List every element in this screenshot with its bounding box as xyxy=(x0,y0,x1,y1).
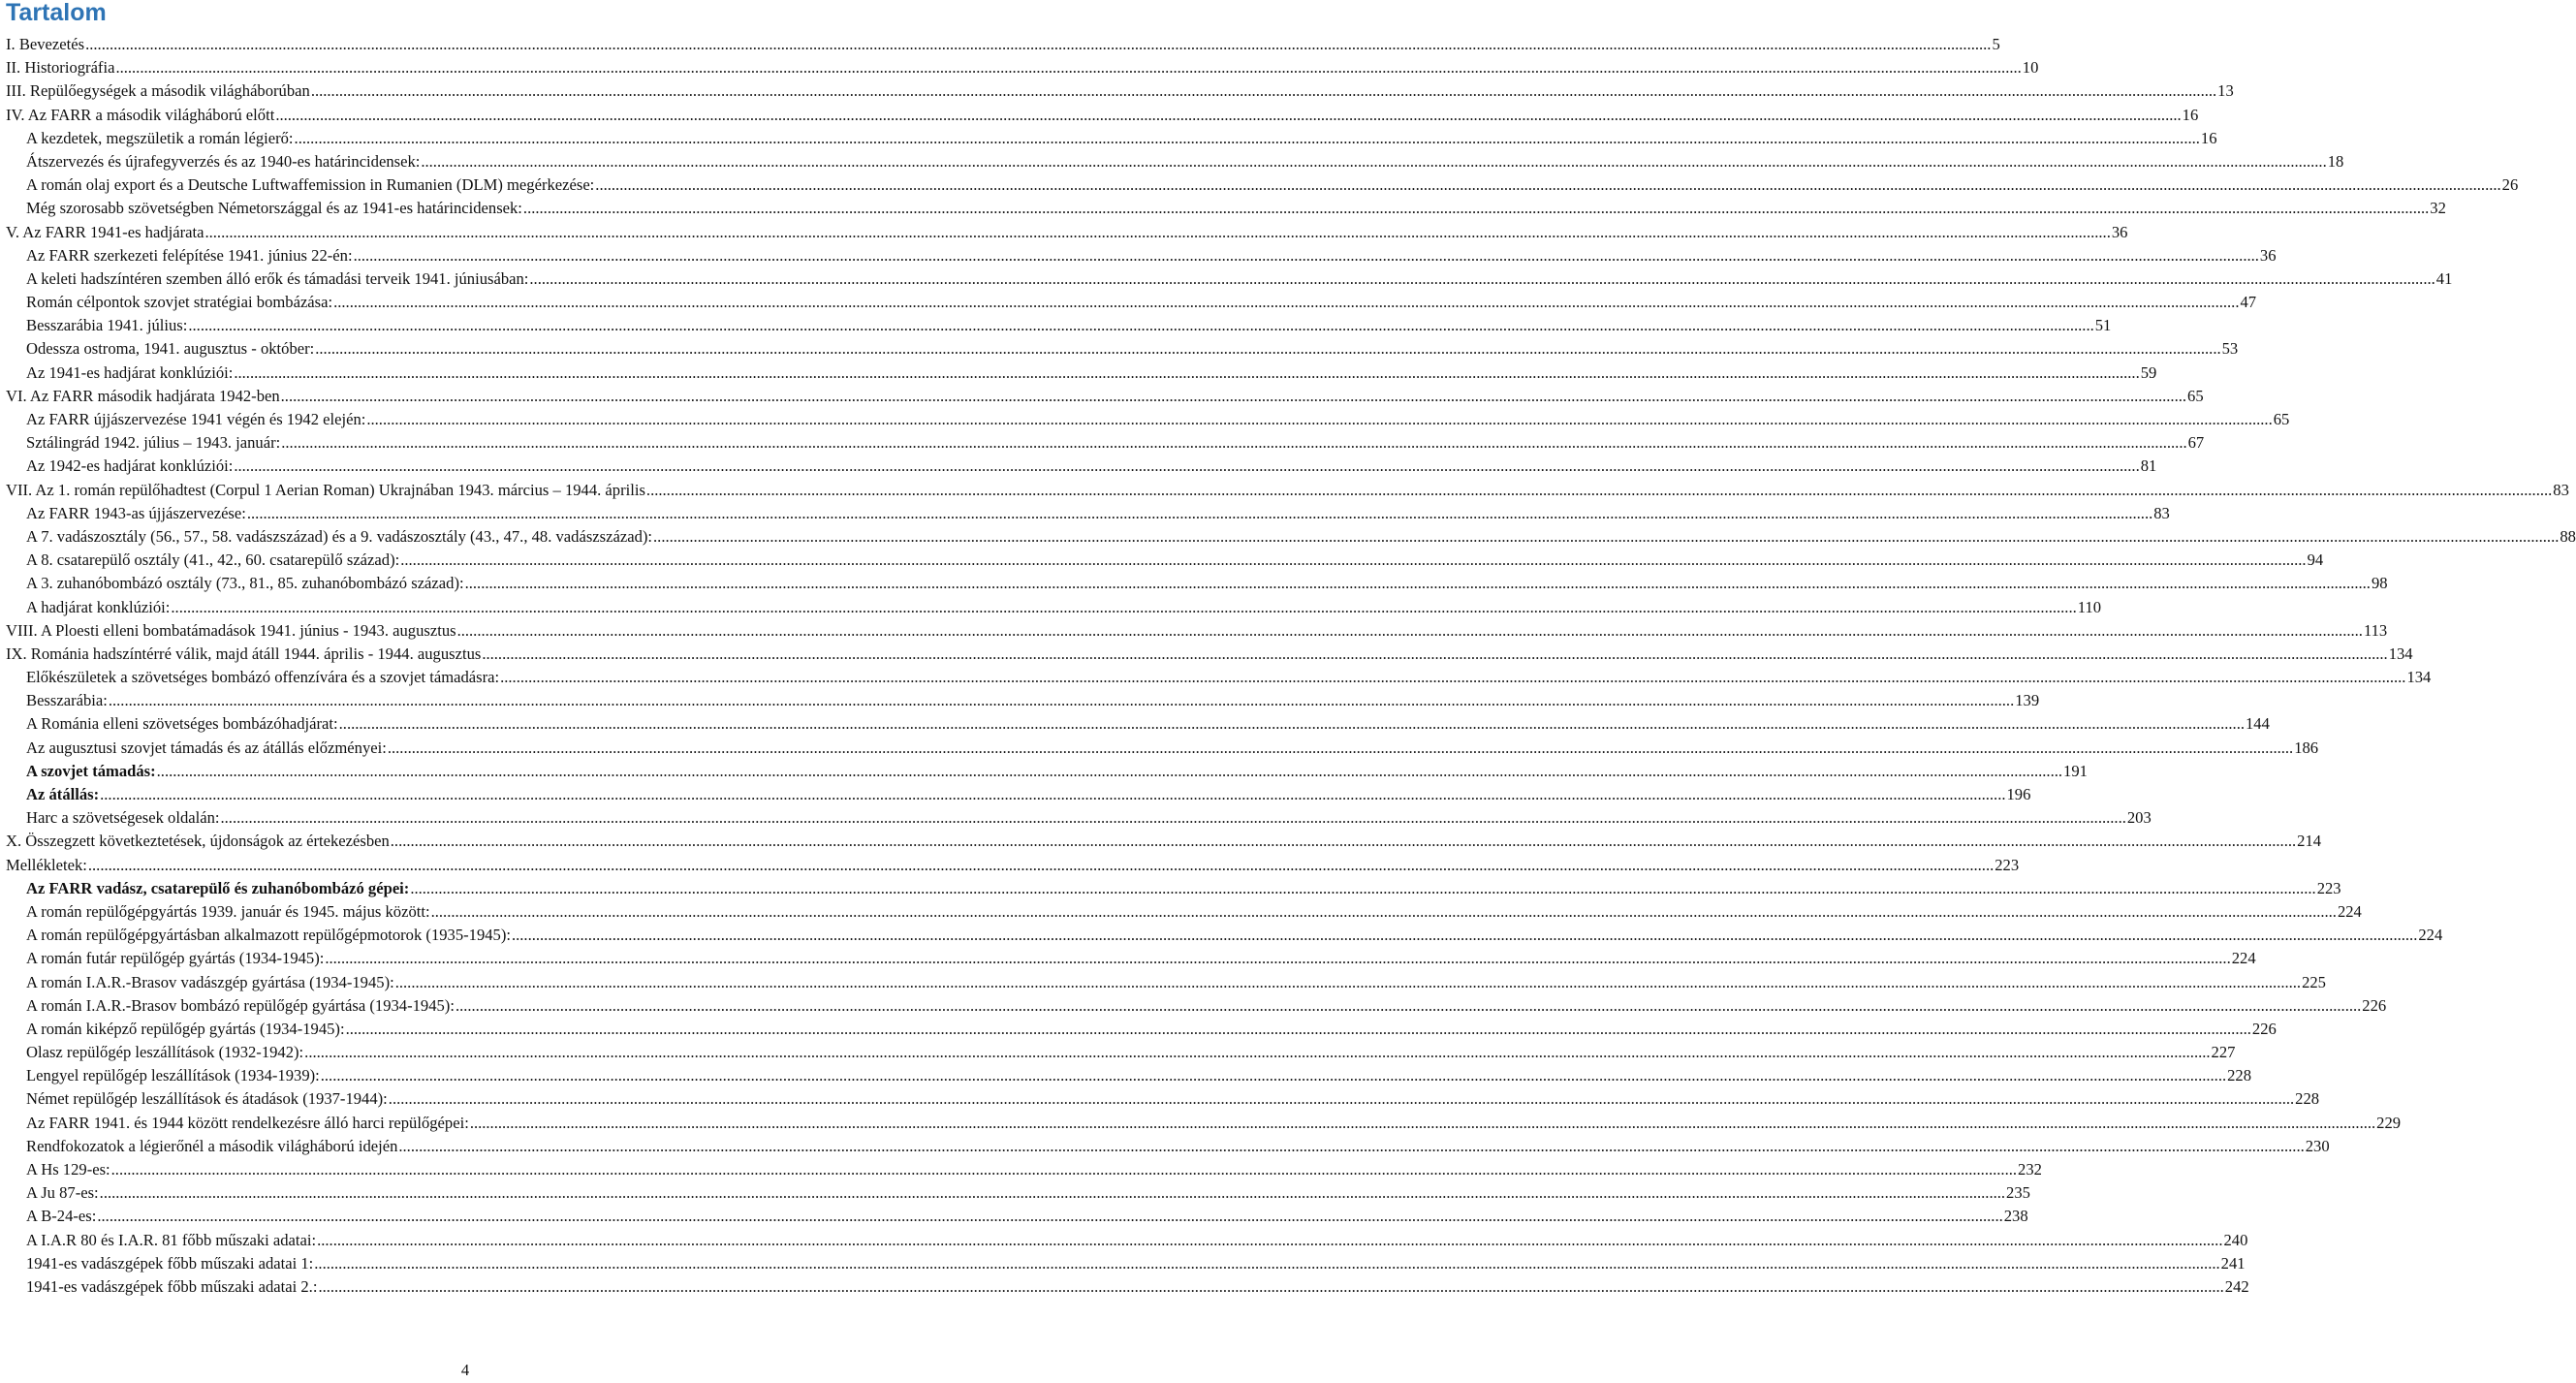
dot-leader xyxy=(85,33,1991,56)
toc-entry-label: Az FARR vadász, csatarepülő és zuhanóbombázó gépei: xyxy=(26,878,410,897)
toc-entry-label: III. Repülőegységek a második világháborúban xyxy=(6,81,310,101)
toc-entry-label: A 8. csatarepülő osztály (41., 42., 60. csatarepülő század): xyxy=(26,550,400,570)
dot-leader xyxy=(421,150,2326,173)
toc-entry[interactable] xyxy=(0,760,2088,783)
toc-entry-page-number: 229 xyxy=(2376,1113,2402,1132)
toc-entry-page-number: 13 xyxy=(2217,81,2234,101)
dot-leader xyxy=(457,619,2363,643)
toc-entry-page-number: 65 xyxy=(2273,410,2290,428)
toc-entry[interactable] xyxy=(0,173,2519,197)
toc-entry-page-number: 110 xyxy=(2077,597,2102,616)
toc-entry-page-number: 26 xyxy=(2501,175,2519,195)
toc-entry-label: VIII. A Ploesti elleni bombatámadások 1941. június - 1943. augusztus xyxy=(6,620,456,640)
toc-entry-label: A kezdetek, megszületik a román légierő: xyxy=(26,128,294,147)
toc-entry[interactable] xyxy=(0,900,2362,924)
dot-leader xyxy=(523,197,2429,220)
toc-entry[interactable] xyxy=(0,431,2205,455)
dot-leader xyxy=(221,806,2126,830)
toc-entry-page-number: 228 xyxy=(2295,1089,2320,1109)
dot-leader xyxy=(529,267,2435,291)
toc-entry-label: Az átállás: xyxy=(26,785,100,803)
toc-entry[interactable] xyxy=(0,689,2040,712)
dot-leader xyxy=(111,1158,2017,1181)
dot-leader xyxy=(234,361,2139,385)
toc-entry-page-number: 51 xyxy=(2094,316,2112,335)
toc-entry[interactable] xyxy=(0,502,2170,525)
toc-entry-page-number: 59 xyxy=(2140,362,2157,382)
toc-entry[interactable] xyxy=(0,596,2102,619)
toc-entry-page-number: 186 xyxy=(2294,738,2319,757)
toc-entry[interactable] xyxy=(0,1087,2320,1111)
toc-entry[interactable] xyxy=(0,971,2326,994)
dot-leader xyxy=(281,431,2186,455)
toc-entry-page-number: 18 xyxy=(2327,151,2344,171)
toc-entry-page-number: 224 xyxy=(2418,926,2443,945)
toc-entry[interactable] xyxy=(0,408,2290,431)
toc-entry-page-number: 134 xyxy=(2406,668,2432,687)
toc-entry-page-number: 240 xyxy=(2223,1230,2248,1249)
toc-entry-label: A román olaj export és a Deutsche Luftwaffemission in Rumanien (DLM) megérkezése: xyxy=(26,175,595,195)
toc-entry[interactable] xyxy=(0,33,2000,56)
toc-entry-label: Besszarábia 1941. július: xyxy=(26,316,188,335)
toc-entry[interactable] xyxy=(0,830,2322,853)
toc-entry-page-number: 83 xyxy=(2153,503,2170,522)
dot-leader xyxy=(410,877,2315,900)
toc-entry[interactable] xyxy=(0,1252,2246,1275)
toc-entry-label: A román I.A.R.-Brasov bombázó repülőgép gyártása (1934-1945): xyxy=(26,995,455,1015)
toc-entry-label: A I.A.R 80 és I.A.R. 81 főbb műszaki adatai: xyxy=(26,1230,317,1249)
toc-entry[interactable] xyxy=(0,1275,2249,1299)
toc-entry-page-number: 228 xyxy=(2227,1066,2251,1085)
dot-leader xyxy=(465,572,2371,595)
toc-entry-label: A román futár repülőgép gyártás (1934-1945): xyxy=(26,949,325,968)
toc-entry-page-number: 223 xyxy=(1995,855,2020,874)
toc-entry-page-number: 47 xyxy=(2240,293,2257,312)
toc-entry-page-number: 144 xyxy=(2246,714,2270,734)
dot-leader xyxy=(109,689,2014,712)
toc-entry[interactable] xyxy=(0,712,2270,736)
toc-entry-page-number: 113 xyxy=(2363,620,2388,640)
toc-entry[interactable] xyxy=(0,877,2341,900)
toc-entry[interactable] xyxy=(0,994,2387,1018)
toc-entry-label: VII. Az 1. román repülőhadtest (Corpul 1 Aerian Roman) Ukrajnában 1943. március – 1944. április xyxy=(6,480,645,499)
toc-entry[interactable] xyxy=(0,56,2039,79)
toc-entry-page-number: 36 xyxy=(2111,222,2128,241)
dot-leader xyxy=(234,455,2139,478)
dot-leader xyxy=(366,408,2272,431)
toc-entry-label: X. Összegzett következtetések, újdonságok az értekezésben xyxy=(6,832,390,851)
toc-entry-label: VI. Az FARR második hadjárata 1942-ben xyxy=(6,386,280,405)
toc-entry-label: Román célpontok szovjet stratégiai bombázása: xyxy=(26,293,333,312)
toc-entry-label: Az 1941-es hadjárat konklúziói: xyxy=(26,362,234,382)
toc-entry-page-number: 214 xyxy=(2297,832,2322,851)
dot-leader xyxy=(391,830,2296,853)
toc-entry-label: Az augusztusi szovjet támadás és az átállás előzményei: xyxy=(26,738,387,757)
toc-entry-label: Harc a szövetségesek oldalán: xyxy=(26,808,220,828)
toc-entry-label: Előkészületek a szövetséges bombázó offenzívára és a szovjet támadásra: xyxy=(26,668,500,687)
toc-entry[interactable] xyxy=(0,1205,2028,1228)
toc-entry[interactable] xyxy=(0,783,2031,806)
toc-entry[interactable] xyxy=(0,806,2152,830)
toc-entry-label: A Hs 129-es: xyxy=(26,1160,110,1179)
toc-entry-label: I. Bevezetés xyxy=(6,35,85,53)
toc-entry-label: Az FARR 1943-as újjászervezése: xyxy=(26,503,246,522)
toc-entry-page-number: 98 xyxy=(2371,574,2388,593)
toc-entry[interactable] xyxy=(0,643,2413,666)
toc-entry-label: A román I.A.R.-Brasov vadászgép gyártása (1934-1945): xyxy=(26,972,394,991)
toc-entry[interactable] xyxy=(0,947,2256,970)
toc-entry-label: Lengyel repülőgép leszállítások (1934-1939): xyxy=(26,1066,320,1085)
toc-entry-page-number: 191 xyxy=(2063,761,2088,780)
toc-entry-label: A B-24-es: xyxy=(26,1207,97,1226)
toc-entry-label: Mellékletek: xyxy=(6,855,87,874)
dot-leader xyxy=(431,900,2337,924)
toc-entry-page-number: 242 xyxy=(2224,1276,2249,1296)
toc-entry-label: Odessza ostroma, 1941. augusztus - október: xyxy=(26,339,315,359)
dot-leader xyxy=(97,1205,2002,1228)
page-number: 4 xyxy=(460,1361,470,1379)
toc-entry[interactable] xyxy=(0,525,2576,549)
toc-entry[interactable] xyxy=(0,737,2319,760)
toc-entry-label: A 3. zuhanóbombázó osztály (73., 81., 85. zuhanóbombázó század): xyxy=(26,574,464,593)
toc-entry-label: V. Az FARR 1941-es hadjárata xyxy=(6,222,204,241)
dot-leader xyxy=(188,314,2093,337)
dot-leader xyxy=(315,337,2220,361)
toc-entry[interactable] xyxy=(0,385,2204,408)
toc-entry[interactable] xyxy=(0,572,2388,595)
toc-entry-label: Rendfokozatok a légierőnél a második világháború idején xyxy=(26,1136,398,1155)
dot-leader xyxy=(346,1018,2251,1041)
toc-entry-label: Az 1942-es hadjárat konklúziói: xyxy=(26,456,234,476)
toc-entry-page-number: 94 xyxy=(2307,550,2324,570)
toc-entry-page-number: 224 xyxy=(2231,949,2256,968)
toc-entry-page-number: 226 xyxy=(2251,1019,2277,1038)
toc-entry[interactable] xyxy=(0,549,2324,572)
toc-entry[interactable] xyxy=(0,314,2112,337)
toc-entry-page-number: 227 xyxy=(2211,1043,2236,1062)
dot-leader xyxy=(281,385,2186,408)
toc-entry-label: A román kiképző repülőgép gyártás (1934-1945): xyxy=(26,1019,345,1038)
toc-entry[interactable] xyxy=(0,127,2217,150)
toc-entry-label: A 7. vadászosztály (56., 57., 58. vadászszázad) és a 9. vadászosztály (43., 47., 48. vadászszázad): xyxy=(26,526,653,546)
dot-leader xyxy=(512,924,2417,947)
dot-leader xyxy=(314,1252,2219,1275)
dot-leader xyxy=(171,596,2076,619)
toc-entry[interactable] xyxy=(0,1112,2402,1135)
toc-entry-page-number: 88 xyxy=(2560,526,2576,546)
dot-leader xyxy=(204,221,2110,244)
dot-leader xyxy=(339,712,2245,736)
toc-entry-page-number: 36 xyxy=(2259,245,2277,265)
dot-leader xyxy=(398,1135,2304,1158)
toc-entry-page-number: 196 xyxy=(2006,785,2031,803)
toc-entry[interactable] xyxy=(0,924,2443,947)
toc-entry-label: Német repülőgép leszállítások és átadások (1937-1944): xyxy=(26,1089,388,1109)
dot-leader xyxy=(247,502,2152,525)
toc-entry-page-number: 83 xyxy=(2553,480,2569,499)
dot-leader xyxy=(157,760,2062,783)
dot-leader xyxy=(470,1112,2375,1135)
toc-entry[interactable] xyxy=(0,619,2388,643)
toc-entry-page-number: 226 xyxy=(2362,995,2387,1015)
toc-entry[interactable] xyxy=(0,197,2446,220)
dot-leader xyxy=(388,737,2293,760)
dot-leader xyxy=(482,643,2387,666)
toc-entry[interactable] xyxy=(0,337,2239,361)
toc-entry[interactable] xyxy=(0,1041,2236,1064)
toc-entry[interactable] xyxy=(0,79,2234,103)
dot-leader xyxy=(100,783,2005,806)
toc-entry[interactable] xyxy=(0,244,2277,267)
toc-entry-page-number: 225 xyxy=(2302,972,2326,991)
toc-entry-label: 1941-es vadászgépek főbb műszaki adatai 2.: xyxy=(26,1276,318,1296)
toc-entry-page-number: 53 xyxy=(2221,339,2239,359)
toc-entry-label: Az FARR újjászervezése 1941 végén és 1942 elején: xyxy=(26,410,366,428)
toc-entry-page-number: 230 xyxy=(2305,1136,2330,1155)
dot-leader xyxy=(500,666,2405,689)
toc-entry-label: A Románia elleni szövetséges bombázóhadjárat: xyxy=(26,714,338,734)
dot-leader xyxy=(354,244,2259,267)
toc-entry-label: A Ju 87-es: xyxy=(26,1183,99,1203)
toc-entry-label: A keleti hadszíntéren szemben álló erők és támadási terveik 1941. júniusában: xyxy=(26,268,529,288)
toc-entry[interactable] xyxy=(0,1018,2277,1041)
dot-leader xyxy=(646,479,2552,502)
toc-entry[interactable] xyxy=(0,455,2157,478)
table-of-contents xyxy=(0,33,2576,1299)
dot-leader xyxy=(317,1229,2222,1252)
toc-entry-page-number: 203 xyxy=(2126,808,2152,828)
toc-entry-page-number: 235 xyxy=(2006,1183,2030,1203)
toc-entry-label: Az FARR szerkezeti felépítése 1941. június 22-én: xyxy=(26,245,353,265)
toc-entry-page-number: 223 xyxy=(2316,878,2341,897)
toc-entry[interactable] xyxy=(0,150,2344,173)
toc-entry[interactable] xyxy=(0,1064,2251,1087)
dot-leader xyxy=(304,1041,2210,1064)
toc-entry-page-number: 139 xyxy=(2015,691,2040,710)
toc-entry-page-number: 5 xyxy=(1992,35,2000,53)
toc-entry-label: IX. Románia hadszíntérré válik, majd átáll 1944. április - 1944. augusztus xyxy=(6,644,482,663)
toc-entry-page-number: 224 xyxy=(2337,901,2362,921)
toc-entry-label: II. Historiográfia xyxy=(6,58,115,78)
toc-entry-label: Még szorosabb szövetségben Németországgal és az 1941-es határincidensek: xyxy=(26,199,522,218)
toc-entry-label: A szovjet támadás: xyxy=(26,761,156,780)
toc-entry-page-number: 16 xyxy=(2182,105,2199,124)
toc-entry[interactable] xyxy=(0,854,2020,877)
toc-entry-page-number: 134 xyxy=(2388,644,2413,663)
dot-leader xyxy=(295,127,2200,150)
dot-leader xyxy=(389,1087,2294,1111)
toc-entry[interactable] xyxy=(0,666,2432,689)
toc-entry-page-number: 241 xyxy=(2220,1253,2246,1273)
dot-leader xyxy=(275,104,2181,127)
toc-entry-label: 1941-es vadászgépek főbb műszaki adatai 1: xyxy=(26,1253,314,1273)
toc-entry-label: Besszarábia: xyxy=(26,691,108,710)
toc-entry-page-number: 67 xyxy=(2187,433,2205,453)
toc-entry-page-number: 10 xyxy=(2022,58,2039,78)
toc-entry-page-number: 81 xyxy=(2140,456,2157,476)
toc-entry[interactable] xyxy=(0,479,2569,502)
dot-leader xyxy=(321,1064,2226,1087)
toc-entry-label: Átszervezés és újrafegyverzés és az 1940-es határincidensek: xyxy=(26,151,421,171)
toc-entry-page-number: 32 xyxy=(2430,199,2446,218)
dot-leader xyxy=(100,1181,2005,1205)
toc-entry-page-number: 65 xyxy=(2187,386,2204,405)
dot-leader xyxy=(653,525,2559,549)
toc-entry-label: Olasz repülőgép leszállítások (1932-1942): xyxy=(26,1043,304,1062)
toc-entry[interactable] xyxy=(0,1229,2248,1252)
dot-leader xyxy=(333,291,2239,314)
toc-entry[interactable] xyxy=(0,104,2199,127)
toc-entry-label: Az FARR 1941. és 1944 között rendelkezésre álló harci repülőgépei: xyxy=(26,1113,469,1132)
toc-entry[interactable] xyxy=(0,291,2257,314)
dot-leader xyxy=(456,994,2361,1018)
toc-entry[interactable] xyxy=(0,1158,2042,1181)
toc-entry[interactable] xyxy=(0,1135,2330,1158)
toc-entry[interactable] xyxy=(0,1181,2030,1205)
toc-heading: Tartalom xyxy=(6,0,107,26)
dot-leader xyxy=(395,971,2301,994)
toc-entry-label: A román repülőgépgyártásban alkalmazott repülőgépmotorok (1935-1945): xyxy=(26,926,511,945)
dot-leader xyxy=(400,549,2306,572)
toc-entry-label: A román repülőgépgyártás 1939. január és 1945. május között: xyxy=(26,901,430,921)
dot-leader xyxy=(325,947,2230,970)
toc-entry[interactable] xyxy=(0,267,2453,291)
toc-entry[interactable] xyxy=(0,361,2157,385)
toc-entry-page-number: 232 xyxy=(2018,1160,2042,1179)
toc-entry-label: IV. Az FARR a második világháború előtt xyxy=(6,105,275,124)
dot-leader xyxy=(311,79,2216,103)
dot-leader xyxy=(318,1275,2223,1299)
dot-leader xyxy=(88,854,1994,877)
toc-entry-page-number: 16 xyxy=(2200,128,2217,147)
toc-entry-page-number: 238 xyxy=(2003,1207,2028,1226)
dot-leader xyxy=(115,56,2021,79)
toc-entry-label: Sztálingrád 1942. július – 1943. január: xyxy=(26,433,281,453)
dot-leader xyxy=(595,173,2500,197)
toc-entry-page-number: 41 xyxy=(2435,268,2453,288)
toc-entry[interactable] xyxy=(0,221,2128,244)
toc-entry-label: A hadjárat konklúziói: xyxy=(26,597,171,616)
